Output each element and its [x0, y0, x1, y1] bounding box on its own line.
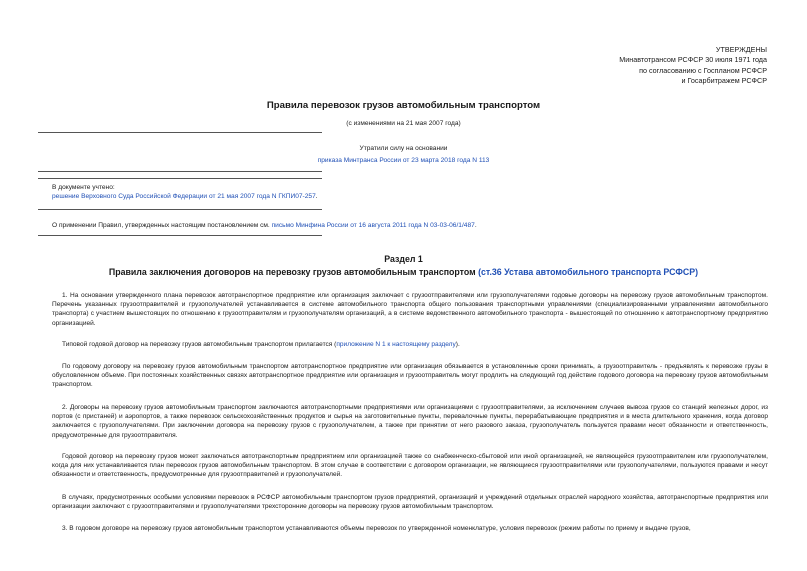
lost-force-block: [0, 157, 807, 164]
considered-ref: [52, 192, 318, 201]
section-number: Раздел 1: [384, 254, 423, 264]
document-title: Правила перевозок грузов автомобильным транспортом: [266, 100, 541, 111]
application-note: [52, 221, 477, 230]
paragraph-1: 1. На основании утвержденного плана перевозок автотранспортное предприятие или организация заключает с грузоотправителями или грузополучателями годовые договоры на перевозку грузов автомобильным транспортом. Перечень указанных грузоотправителей и грузополучателей устанавливается в системе автомобильного транспорта общего пользования транспортными управлениями (специализированными управлениями автомобильного транспорта) с участием вышестоящих по отношению к грузоотправителям и грузополучателям организаций, а в системе ведомственного автомобильного транспорта - вышестоящей по отношению к автотранспортному предприятию организацией.: [52, 292, 768, 327]
appendix-link[interactable]: приложение N 1 к настоящему разделу: [336, 341, 456, 348]
amendment-note: (с изменениями на 21 мая 2007 года): [346, 120, 461, 127]
divider: [38, 178, 322, 179]
lost-force-text: Утратили силу на основании: [359, 145, 448, 152]
paragraph-3: По годовому договору на перевозку грузов автомобильным транспортом автотранспортное предприятие или организация обязывается в установленные сроки принимать, а грузоотправитель - предъявлять к перевозке грузы в обусловленном объеме. При постоянных хозяйственных связях автотранспортное предприятие или организация и грузоотправитель могут продлить на следующий год действие годового договора на перевозку грузов автомобильным транспортом.: [52, 363, 768, 389]
section-title-text: Правила заключения договоров на перевозку грузов автомобильным транспортом: [108, 267, 476, 277]
paragraph-2: [52, 340, 768, 349]
paragraph-4: 2. Договоры на перевозку грузов автомобильным транспортом заключаются автотранспортными предприятиями или организациями с грузоотправителями, за исключением случаев вывоза грузов со станций железных дорог, из портов (с пристаней) и аэропортов, а также перевозок сельскохозяйственных продуктов и сырья на заготовительные пункты, перевалочные пункты, перерабатывающие предприятия и в места длительного хранения, когда договор заключается с грузополучателями. При заключении договора на перевозку грузов с грузополучателем, а также при принятии от него разового заказа, грузополучатель пользуется правами несет обязанности и ответственность, предусмотренные для грузоотправителя.: [52, 404, 768, 439]
paragraph-2-text: Типовой годовой договор на перевозку грузов автомобильным транспортом прилагается (: [62, 341, 337, 348]
paragraph-6: В случаях, предусмотренных особыми условиями перевозок в РСФСР автомобильным транспортом грузов предприятий, организаций и учреждений отдельных отраслей народного хозяйства, автотранспортные предприятия или организации заключают с грузоотправителями и грузополучателями трехсторонние договоры на перевозку грузов автомобильным транспортом.: [52, 494, 768, 511]
paragraph-2-tail: ).: [455, 341, 460, 348]
minfin-letter-link[interactable]: письмо Минфина России от 16 августа 2011 года N 03-03-06/1/487: [271, 222, 475, 229]
approval-block: [619, 45, 767, 86]
divider: [38, 209, 322, 210]
approval-line: и Госарбитражем РСФСР: [681, 75, 767, 85]
approval-line: Минавтотрансом РСФСР 30 июля 1971 года: [619, 55, 767, 65]
divider: [38, 171, 322, 172]
lost-force-link[interactable]: приказа Минтранса России от 23 марта 2018 года N 113: [317, 157, 490, 164]
considered-block: [52, 183, 318, 201]
divider: [38, 235, 322, 236]
paragraph-7: 3. В годовом договоре на перевозку грузов автомобильным транспортом устанавливаются объемы перевозок по утвержденной номенклатуре, условия перевозок (режим работы по приему и выдаче грузов,: [62, 525, 691, 532]
considered-text: В документе учтено:: [52, 184, 115, 191]
divider: [38, 132, 322, 133]
application-note-text: О применении Правил, утвержденных настоящим постановлением см.: [52, 222, 270, 229]
approval-line: УТВЕРЖДЕНЫ: [715, 45, 767, 54]
application-note-tail: .: [474, 222, 477, 229]
court-decision-link[interactable]: решение Верховного Суда Российской Федерации от 21 мая 2007 года N ГКПИ07-257: [52, 193, 316, 200]
considered-tail: .: [315, 193, 318, 200]
approval-line: по согласованию с Госпланом РСФСР: [639, 65, 767, 75]
paragraph-5: Годовой договор на перевозку грузов может заключаться автотранспортным предприятием или организацией также со снабженческо-сбытовой или иной организацией, не являющейся грузоотправителем или грузополучателем, когда для них устанавливается план перевозок грузов автомобильным транспортом. В этом случае в соответствии с договором организации, не являющиеся грузоотправителями или грузополучателями, пользуются правами и несут обязанности и ответственность, предусмотренные для грузоотправителей и грузополучателей.: [52, 453, 768, 479]
section-title: [0, 267, 807, 277]
charter-article-link[interactable]: (ст.36 Устава автомобильного транспорта РСФСР): [478, 267, 699, 277]
